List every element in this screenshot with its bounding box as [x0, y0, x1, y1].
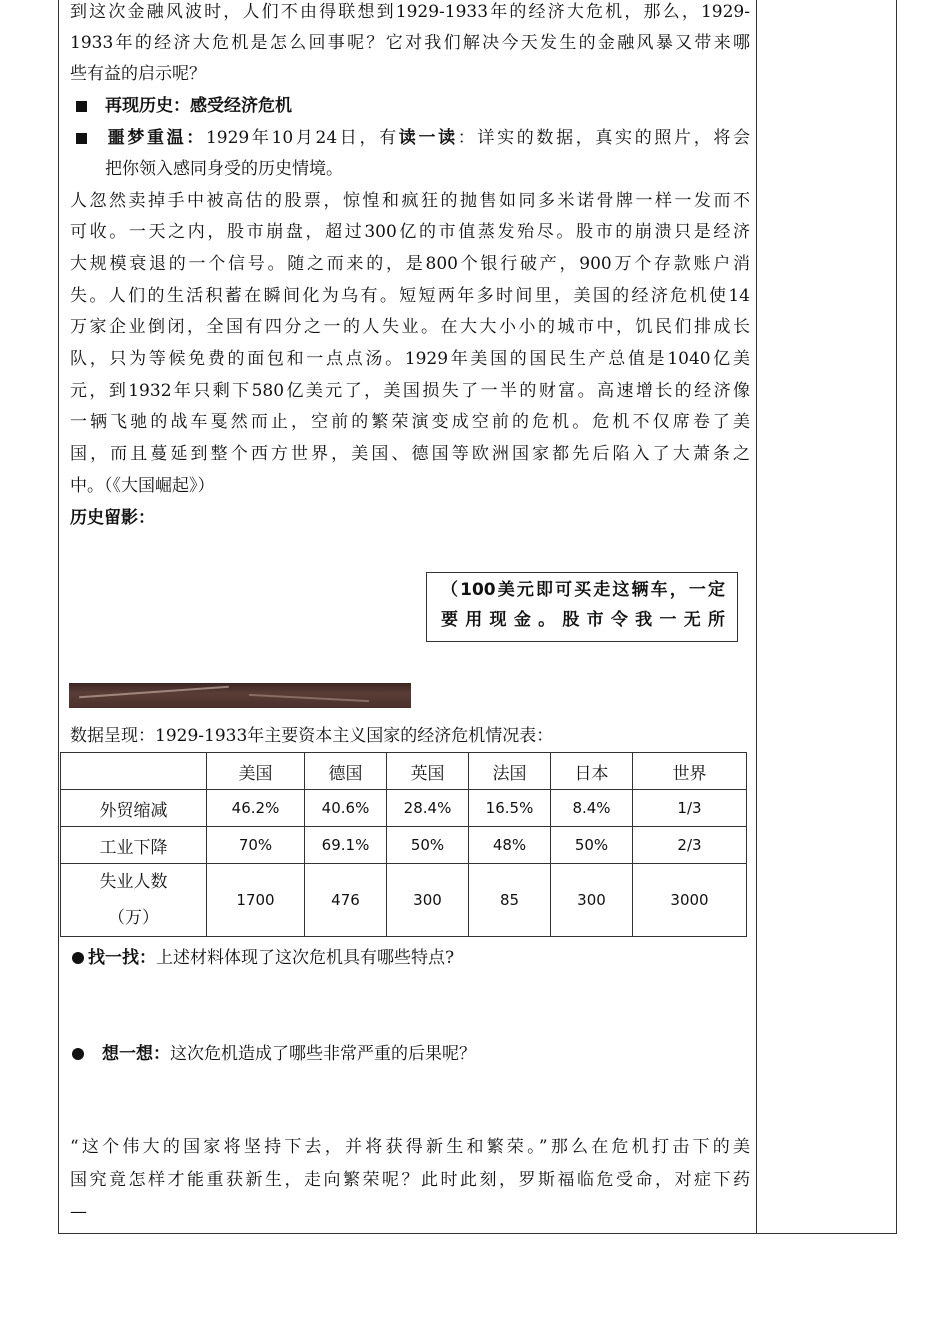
- table-cell: 1/3: [633, 790, 747, 827]
- think-question: [70, 1042, 750, 1066]
- table-cell: 16.5%: [469, 790, 551, 827]
- passage-line-10: 中。（《大国崛起》）: [70, 476, 215, 496]
- table-header-cell: 德国: [305, 753, 387, 790]
- closing-line-1: “这个伟大的国家将坚持下去，并将获得新生和繁荣。”那么在危机打击下的美: [70, 1137, 750, 1157]
- column-divider: [756, 0, 757, 1234]
- table-cell: 40.6%: [305, 790, 387, 827]
- bullet-dot-icon: [72, 1048, 84, 1060]
- table-cell: 70%: [207, 827, 305, 864]
- table-cell: 476: [305, 864, 387, 937]
- table-row-label: 外贸缩减: [61, 790, 207, 827]
- table-cell: 1700: [207, 864, 305, 937]
- square-bullet-icon: [76, 133, 87, 144]
- table-row-label-line-1: 失业人数: [99, 872, 168, 892]
- passage-line-9: 国，而且蔓延到整个西方世界，美国、德国等欧洲国家都先后陷入了大萧条之: [70, 444, 750, 464]
- photo-caption-box: [426, 572, 738, 642]
- read-label: 读一读: [398, 128, 458, 148]
- find-question: [70, 946, 750, 970]
- table-cell: 85: [469, 864, 551, 937]
- table-row-label: [61, 864, 207, 937]
- table-header-cell: 世界: [633, 753, 747, 790]
- passage-line-8: 一辆飞驰的战车戛然而止，空前的繁荣演变成空前的危机。危机不仅席卷了美: [70, 412, 750, 432]
- table-cell: 2/3: [633, 827, 747, 864]
- table-row: [61, 827, 747, 864]
- section-2-line-2: 把你领入感同身受的历史情境。: [105, 159, 343, 179]
- table-header-cell: 英国: [387, 753, 469, 790]
- table-cell: 300: [387, 864, 469, 937]
- passage-line-4: 失。人们的生活积蓄在瞬间化为乌有。短短两年多时间里，美国的经济危机使14: [70, 286, 750, 306]
- table-cell: 50%: [551, 827, 633, 864]
- table-header-cell: [61, 753, 207, 790]
- bullet-dot-icon: [72, 952, 84, 964]
- table-cell: 69.1%: [305, 827, 387, 864]
- section-heading-label: 再现历史：感受经济危机: [105, 96, 292, 116]
- section-heading-1: [70, 94, 750, 118]
- historical-photo: [69, 683, 411, 708]
- table-row: [61, 864, 747, 937]
- table-cell: 50%: [387, 827, 469, 864]
- table-header-cell: 美国: [207, 753, 305, 790]
- passage-line-6: 队，只为等候免费的面包和一点点汤。1929年美国的国民生产总值是1040亿美: [70, 349, 750, 369]
- crisis-data-table: [60, 752, 747, 937]
- history-photo-label: [70, 506, 750, 530]
- table-header-row: [61, 753, 747, 790]
- find-label: 找一找：: [88, 948, 156, 968]
- intro-line-1: 到这次金融风波时，人们不由得联想到1929-1933年的经济大危机，那么，1929-: [70, 2, 750, 22]
- table-cell: 28.4%: [387, 790, 469, 827]
- table-header-cell: 法国: [469, 753, 551, 790]
- table-row-label: 工业下降: [61, 827, 207, 864]
- nightmare-label: 噩梦重温：: [105, 128, 206, 148]
- find-text: 上述材料体现了这次危机具有哪些特点?: [156, 948, 455, 968]
- intro-line-2: 1933年的经济大危机是怎么回事呢？它对我们解决今天发生的金融风暴又带来哪: [70, 33, 750, 53]
- history-photo-label-text: 历史留影：: [70, 508, 155, 528]
- date-text: 1929年10月24日，有: [205, 128, 399, 148]
- passage-line-7: 元，到1932年只剩下580亿美元了，美国损失了一半的财富。高速增长的经济像: [70, 381, 750, 401]
- section-heading-2: [70, 126, 750, 150]
- think-text: 这次危机造成了哪些非常严重的后果呢？: [170, 1044, 476, 1064]
- intro-line-3: 些有益的启示呢？: [70, 64, 206, 84]
- data-caption: 数据呈现：1929-1933年主要资本主义国家的经济危机情况表：: [70, 726, 554, 746]
- square-bullet-icon: [76, 101, 87, 112]
- table-cell: 300: [551, 864, 633, 937]
- passage-line-1: 人忽然卖掉手中被高估的股票，惊惶和疯狂的抛售如同多米诺骨牌一样一发而不: [70, 191, 750, 211]
- closing-line-3: —: [70, 1202, 87, 1222]
- think-label: 想一想：: [102, 1044, 170, 1064]
- passage-line-3: 大规模衰退的一个信号。随之而来的，是800个银行破产，900万个存款账户消: [70, 254, 750, 274]
- table-cell: 48%: [469, 827, 551, 864]
- table-row-label-line-2: （万）: [108, 908, 159, 928]
- passage-line-2: 可收。一天之内，股市崩盘，超过300亿的市值蒸发殆尽。股市的崩溃只是经济: [70, 222, 750, 242]
- caption-line-1: （100美元即可买走这辆车，一定: [441, 580, 725, 600]
- table-header-cell: 日本: [551, 753, 633, 790]
- passage-line-5: 万家企业倒闭，全国有四分之一的人失业。在大大小小的城市中，饥民们排成长: [70, 317, 750, 337]
- table-cell: 46.2%: [207, 790, 305, 827]
- caption-line-2: 要用现金。股市令我一无所: [441, 610, 725, 630]
- table-row: [61, 790, 747, 827]
- table-cell: 3000: [633, 864, 747, 937]
- table-cell: 8.4%: [551, 790, 633, 827]
- closing-line-2: 国究竟怎样才能重获新生，走向繁荣呢？此时此刻，罗斯福临危受命，对症下药: [70, 1170, 750, 1190]
- read-text: ：详实的数据，真实的照片，将会: [457, 128, 751, 148]
